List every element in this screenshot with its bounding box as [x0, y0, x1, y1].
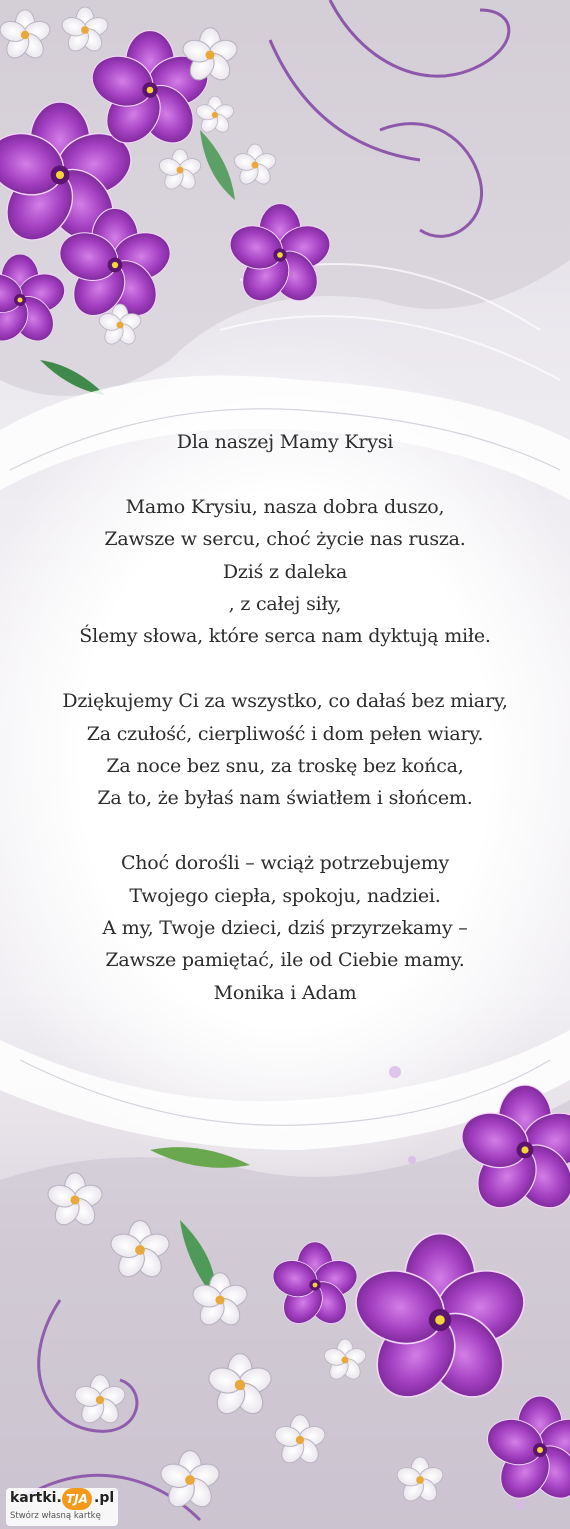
poem-line: Ślemy słowa, które serca nam dyktują miłe.	[79, 625, 491, 648]
poem-line: Za czułość, cierpliwość i dom pełen wiary.	[86, 722, 484, 745]
poem-line: , z całej siły,	[228, 593, 342, 616]
poem-line: Dziś z daleka	[222, 560, 348, 583]
brand-tagline: Stwórz własną kartkę	[10, 1511, 101, 1521]
poem-line: Dziękujemy Ci za wszystko, co dałaś bez miary,	[62, 690, 508, 713]
brand-name: kartki.	[10, 1490, 62, 1506]
poem-line: Choć dorośli – wciąż potrzebujemy	[120, 852, 450, 875]
poem-line: Za noce bez snu, za troskę bez końca,	[106, 755, 464, 778]
poem-line: Twojego ciepła, spokoju, nadziei.	[129, 884, 441, 907]
poem-line: Zawsze pamiętać, ile od Ciebie mamy.	[105, 949, 465, 972]
poem-line: Mamo Krysiu, nasza dobra duszo,	[125, 495, 445, 518]
signature: Monika i Adam	[213, 981, 357, 1004]
card-title: Dla naszej Mamy Krysi	[176, 431, 394, 453]
poem-text	[20, 426, 550, 1009]
poem-line: Za to, że byłaś nam światłem i słońcem.	[97, 787, 473, 810]
kartki-logo-link[interactable]	[6, 1488, 118, 1526]
brand-logo-badge: TJA	[62, 1488, 92, 1510]
brand-tld: .pl	[94, 1490, 115, 1506]
poem-line: Zawsze w sercu, choć życie nas rusza.	[104, 528, 466, 551]
poem-line: A my, Twoje dzieci, dziś przyrzekamy –	[102, 917, 468, 940]
